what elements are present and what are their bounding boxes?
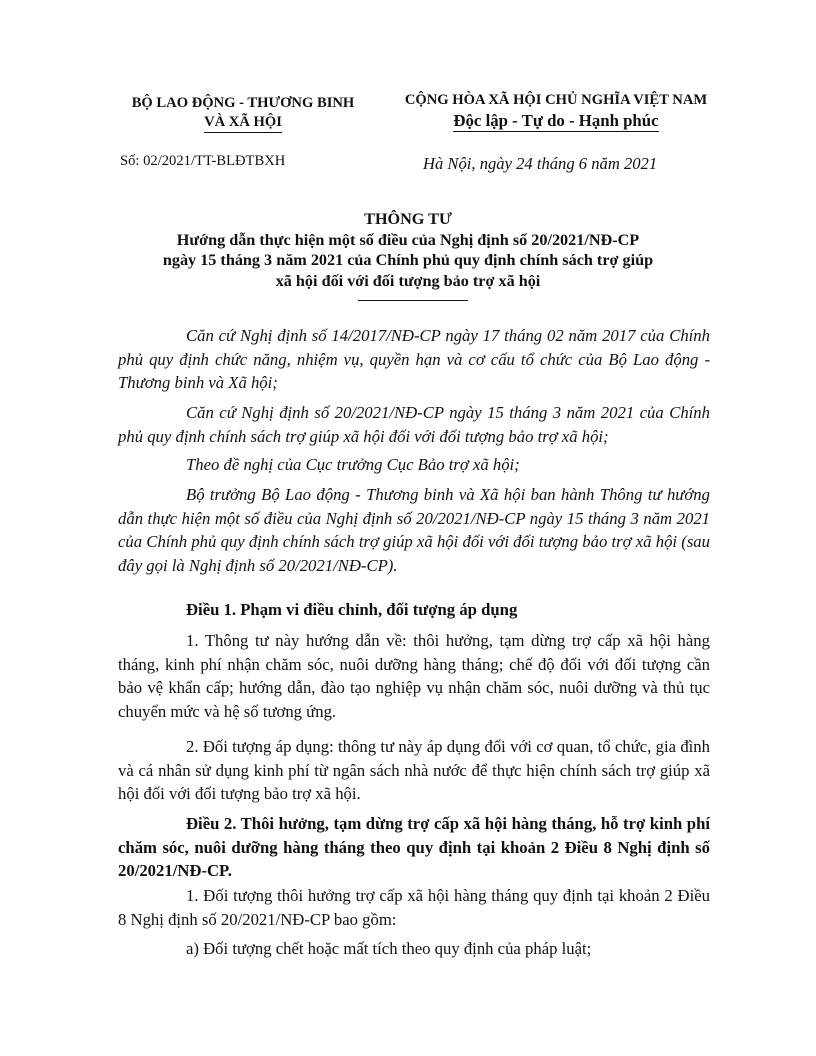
document-title (150, 209, 666, 291)
preamble-basis-1: Căn cứ Nghị định số 14/2017/NĐ-CP ngày 17 tháng 02 năm 2017 của Chính phủ quy định chức năng, nhiệm vụ, quyền hạn và cơ cấu tổ chức của Bộ Lao động - Thương binh và Xã hội; (118, 326, 710, 393)
article-1-clause-2: 2. Đối tượng áp dụng: thông tư này áp dụng đối với cơ quan, tổ chức, gia đình và cá nhân sử dụng kinh phí từ ngân sách nhà nước để thực hiện chính sách trợ giúp xã hội đối với đối tượng bảo trợ xã hội. (118, 737, 710, 804)
article-2-heading: Điều 2. Thôi hưởng, tạm dừng trợ cấp xã hội hàng tháng, hỗ trợ kinh phí chăm sóc, nuôi dưỡng hàng tháng theo quy định tại khoản 2 Điều 8 Nghị định số 20/2021/NĐ-CP. (118, 814, 710, 881)
country-name: CỘNG HÒA XÃ HỘI CHỦ NGHĨA VIỆT NAM (404, 92, 708, 108)
preamble-proposal: Theo đề nghị của Cục trưởng Cục Bảo trợ xã hội; (186, 455, 520, 474)
issuing-agency (112, 94, 374, 133)
title-line-2: ngày 15 tháng 3 năm 2021 của Chính phủ quy định chính sách trợ giúp (162, 251, 654, 269)
title-line-3: xã hội đối với đối tượng bảo trợ xã hội (275, 271, 541, 290)
document-number: Số: 02/2021/TT-BLĐTBXH (120, 153, 286, 169)
national-motto: Độc lập - Tự do - Hạnh phúc (453, 111, 659, 130)
article-1-clause-1: 1. Thông tư này hướng dẫn về: thôi hưởng, tạm dừng trợ cấp xã hội hàng tháng, kinh phí nhận chăm sóc, nuôi dưỡng hàng tháng; chế độ đối với đối tượng cần bảo vệ khẩn cấp; hướng dẫn, đào tạo nghiệp vụ nhận chăm sóc, nuôi dưỡng và thủ tục chuyển mức và hệ số tương ứng. (118, 631, 710, 721)
agency-line-2: VÀ XÃ HỘI (204, 113, 282, 133)
issue-date: Hà Nội, ngày 24 tháng 6 năm 2021 (423, 154, 658, 173)
document-kind: THÔNG TƯ (364, 210, 452, 228)
title-divider (358, 300, 468, 301)
title-line-1: Hướng dẫn thực hiện một số điều của Nghị định số 20/2021/NĐ-CP (176, 230, 640, 249)
article-2-clause-1: 1. Đối tượng thôi hưởng trợ cấp xã hội hàng tháng quy định tại khoản 2 Điều 8 Nghị định số 20/2021/NĐ-CP bao gồm: (118, 886, 710, 929)
agency-line-1: BỘ LAO ĐỘNG - THƯƠNG BINH (131, 95, 355, 111)
preamble-basis-2: Căn cứ Nghị định số 20/2021/NĐ-CP ngày 15 tháng 3 năm 2021 của Chính phủ quy định chính sách trợ giúp xã hội đối với đối tượng bảo trợ xã hội; (118, 403, 710, 446)
article-2-point-a: a) Đối tượng chết hoặc mất tích theo quy định của pháp luật; (186, 939, 592, 958)
preamble-issuance: Bộ trưởng Bộ Lao động - Thương binh và Xã hội ban hành Thông tư hướng dẫn thực hiện một số điều của Nghị định số 20/2021/NĐ-CP ngày 15 tháng 3 năm 2021 của Chính phủ quy định chính sách trợ giúp xã hội đối với đối tượng bảo trợ xã hội (sau đây gọi là Nghị định số 20/2021/NĐ-CP). (118, 485, 710, 575)
national-heading (388, 91, 724, 132)
article-1-heading: Điều 1. Phạm vi điều chỉnh, đối tượng áp dụng (186, 600, 518, 619)
